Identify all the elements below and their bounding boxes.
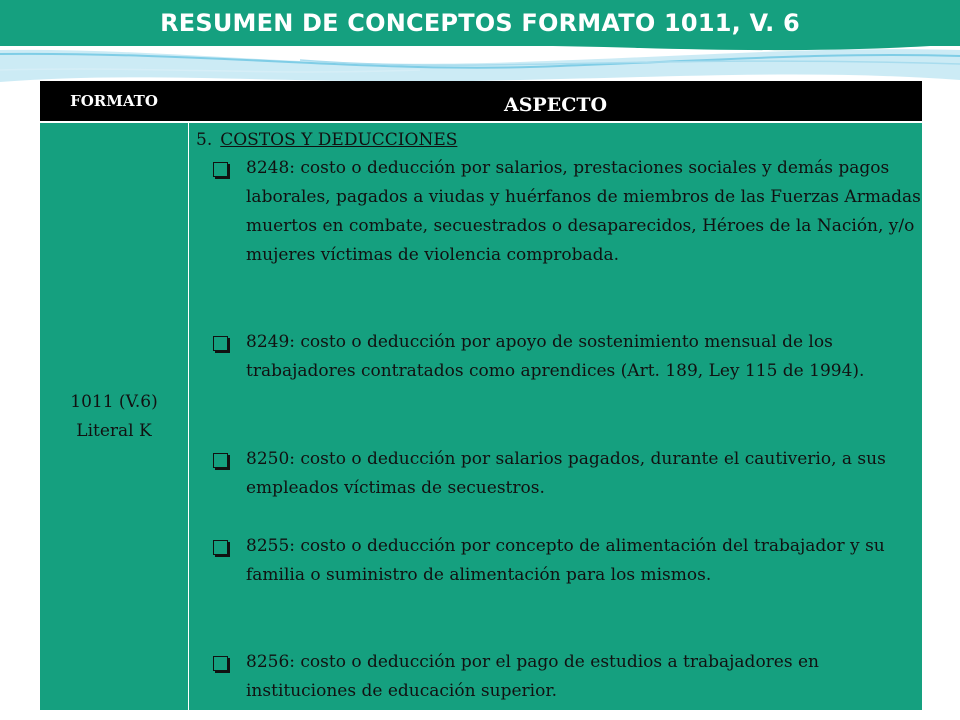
list-item-text: 8256: costo o deducción por el pago de estudios a trabajadores en instituciones de educación superior. — [246, 652, 820, 701]
section-title: COSTOS Y DEDUCCIONES — [220, 130, 458, 150]
list-item — [246, 328, 921, 386]
formato-version: 1011 (V.6) — [70, 391, 158, 412]
formato-cell — [40, 123, 188, 710]
list-item — [246, 532, 921, 590]
header-aspecto: ASPECTO — [503, 94, 608, 116]
aspecto-cell — [189, 123, 922, 710]
checkbox-bullet-icon — [213, 336, 228, 351]
checkbox-bullet-icon — [213, 656, 228, 671]
formato-literal: Literal K — [76, 420, 152, 441]
list-item — [246, 648, 921, 706]
list-item — [246, 154, 921, 270]
list-item — [246, 445, 921, 503]
table-header — [40, 81, 922, 121]
header-formato: FORMATO — [70, 92, 158, 110]
checkbox-bullet-icon — [213, 540, 228, 555]
page-title: RESUMEN DE CONCEPTOS FORMATO 1011, V. 6 — [160, 9, 800, 37]
checkbox-bullet-icon — [213, 453, 228, 468]
list-item-text: 8250: costo o deducción por salarios pagados, durante el cautiverio, a sus empleados víctimas de secuestros. — [246, 449, 886, 498]
concepts-table — [40, 81, 922, 710]
section-heading — [196, 130, 457, 150]
list-item-text: 8248: costo o deducción por salarios, prestaciones sociales y demás pagos laborales, pagados a viudas y huérfanos de miembros de las Fuerzas Armadas muertos en combate, secuestrados o desaparecidos, Héroes de la Nación, y/o mujeres víctimas de violencia comprobada. — [246, 158, 921, 265]
list-item-text: 8249: costo o deducción por apoyo de sostenimiento mensual de los trabajadores contratados como aprendices (Art. 189, Ley 115 de 1994). — [246, 332, 865, 381]
list-item-text: 8255: costo o deducción por concepto de alimentación del trabajador y su familia o suministro de alimentación para los mismos. — [246, 536, 885, 585]
checkbox-bullet-icon — [213, 162, 228, 177]
section-number: 5. — [196, 130, 213, 150]
